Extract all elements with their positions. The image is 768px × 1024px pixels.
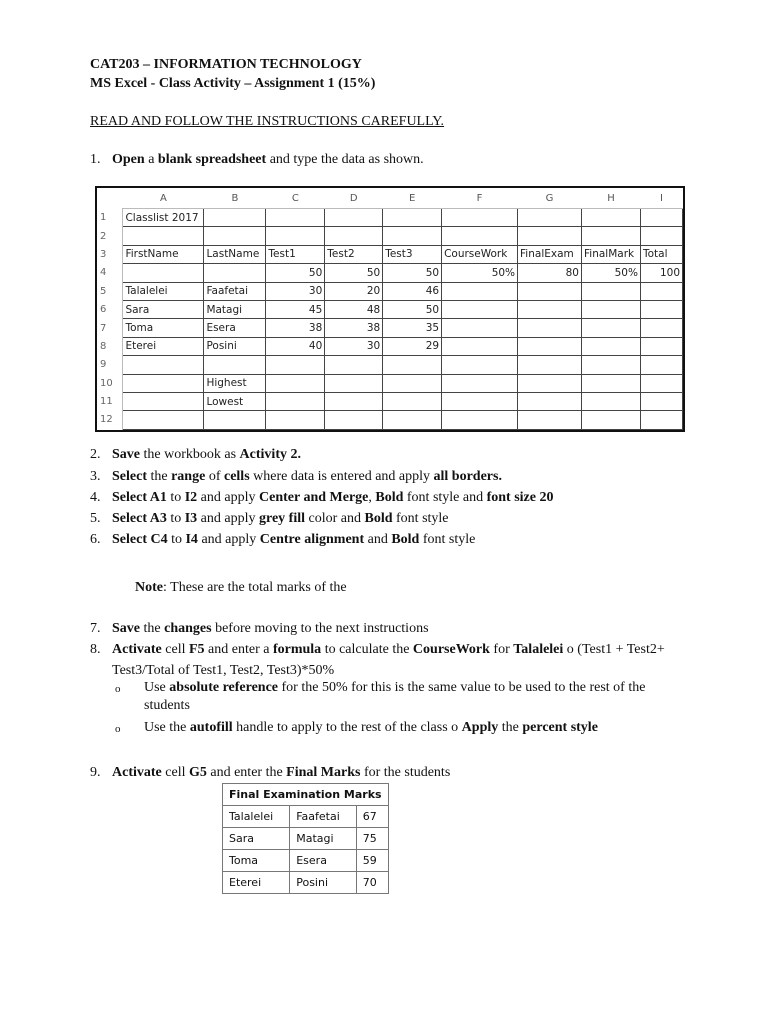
- sheet-cell[interactable]: [266, 356, 325, 374]
- text-segment: for: [489, 642, 514, 657]
- sheet-cell[interactable]: [442, 319, 518, 337]
- sheet-cell[interactable]: [442, 337, 518, 355]
- text-segment: cell: [161, 642, 189, 657]
- text-segment: and apply: [197, 511, 259, 526]
- row-header[interactable]: 9: [97, 356, 123, 374]
- sheet-cell[interactable]: [518, 319, 582, 337]
- sheet-cell[interactable]: Posini: [204, 337, 266, 355]
- sheet-cell[interactable]: 20: [325, 282, 383, 300]
- text-segment: Apply: [461, 720, 499, 735]
- step-8-bullet-1: [144, 680, 645, 696]
- row-header[interactable]: 5: [97, 282, 123, 300]
- sheet-cell[interactable]: [442, 392, 518, 410]
- sheet-cell[interactable]: 38: [266, 319, 325, 337]
- sheet-cell[interactable]: 80: [518, 264, 582, 282]
- text-segment: Select A1: [112, 490, 167, 505]
- text-segment: to calculate the: [321, 642, 413, 657]
- sheet-cell[interactable]: 50: [266, 264, 325, 282]
- text-segment: for the students: [360, 765, 451, 780]
- text-segment: : These are the total marks of the: [163, 580, 347, 595]
- table-cell: Eterei: [223, 872, 290, 894]
- text-segment: to: [167, 532, 186, 547]
- sheet-cell[interactable]: [123, 227, 204, 245]
- sheet-cell[interactable]: [266, 411, 325, 429]
- text-segment: cell: [161, 765, 189, 780]
- sheet-cell[interactable]: 46: [383, 282, 442, 300]
- table-row: [223, 828, 389, 850]
- text-segment: ο (Test1 + Test2+: [563, 642, 665, 657]
- sheet-cell[interactable]: [325, 356, 383, 374]
- document-title: CAT203 – INFORMATION TECHNOLOGY: [90, 57, 362, 72]
- sheet-cell[interactable]: FirstName: [123, 245, 204, 263]
- sheet-cell[interactable]: [442, 227, 518, 245]
- sheet-cell[interactable]: [518, 227, 582, 245]
- text-segment: Centre alignment: [259, 532, 365, 547]
- text-segment: Bold: [391, 532, 420, 547]
- text-segment: and apply: [197, 490, 259, 505]
- sheet-cell[interactable]: [582, 300, 641, 318]
- sheet-cell[interactable]: [582, 319, 641, 337]
- table-row: [223, 806, 389, 828]
- text-segment: Final Marks: [286, 765, 361, 780]
- column-header[interactable]: H: [582, 188, 641, 209]
- sheet-cell[interactable]: [325, 227, 383, 245]
- sheet-cell[interactable]: Sara: [123, 300, 204, 318]
- sheet-cell[interactable]: [640, 374, 682, 392]
- sheet-cell[interactable]: Test1: [266, 245, 325, 263]
- table-cell: 75: [356, 828, 388, 850]
- sheet-cell[interactable]: [518, 282, 582, 300]
- sheet-cell[interactable]: [123, 356, 204, 374]
- sheet-cell[interactable]: 29: [383, 337, 442, 355]
- text-segment: cells: [223, 469, 250, 484]
- sheet-row: [97, 319, 683, 337]
- text-segment: Activate: [112, 642, 162, 657]
- text-segment: before moving to the next instructions: [211, 621, 429, 636]
- sheet-cell[interactable]: Faafetai: [204, 282, 266, 300]
- sheet-cell[interactable]: [325, 374, 383, 392]
- sheet-cell[interactable]: [518, 356, 582, 374]
- row-header[interactable]: 3: [97, 245, 123, 263]
- note-text: [135, 580, 347, 596]
- bullet-icon: o: [115, 683, 121, 695]
- step-8-bullet-1-cont: [144, 698, 190, 714]
- column-header[interactable]: B: [204, 188, 266, 209]
- sheet-cell[interactable]: [640, 209, 682, 227]
- sheet-cell[interactable]: [640, 356, 682, 374]
- text-segment: Open: [112, 152, 145, 167]
- sheet-row: [97, 392, 683, 410]
- text-segment: percent style: [522, 720, 598, 735]
- sheet-row: [97, 264, 683, 282]
- sheet-row: [97, 374, 683, 392]
- sheet-cell[interactable]: [123, 374, 204, 392]
- sheet-cell[interactable]: [266, 392, 325, 410]
- row-header[interactable]: 12: [97, 411, 123, 429]
- table-cell: Matagi: [290, 828, 357, 850]
- sheet-cell[interactable]: [442, 209, 518, 227]
- text-segment: to: [166, 490, 185, 505]
- text-segment: Use the: [144, 720, 190, 735]
- sheet-cell[interactable]: [518, 209, 582, 227]
- sheet-cell[interactable]: [266, 374, 325, 392]
- sheet-cell[interactable]: [266, 209, 325, 227]
- instruction-heading: READ AND FOLLOW THE INSTRUCTIONS CAREFULLY.: [90, 114, 445, 129]
- document-subtitle: MS Excel - Class Activity – Assignment 1 (15%): [90, 76, 376, 91]
- row-header[interactable]: 2: [97, 227, 123, 245]
- sheet-row: [97, 411, 683, 429]
- sheet-cell[interactable]: FinalExam: [518, 245, 582, 263]
- text-segment: color and: [305, 511, 365, 526]
- sheet-cell[interactable]: Talalelei: [123, 282, 204, 300]
- sheet-cell[interactable]: 100: [640, 264, 682, 282]
- sheet-cell[interactable]: [640, 300, 682, 318]
- text-segment: and enter a: [204, 642, 273, 657]
- sheet-cell[interactable]: [123, 411, 204, 429]
- text-segment: grey fill: [259, 511, 306, 526]
- sheet-cell[interactable]: Matagi: [204, 300, 266, 318]
- text-segment: Activity 2.: [239, 447, 301, 462]
- sheet-row: [97, 245, 683, 263]
- sheet-cell[interactable]: [518, 337, 582, 355]
- text-segment: font style: [419, 532, 476, 547]
- sheet-cell[interactable]: [383, 209, 442, 227]
- sheet-cell[interactable]: [325, 392, 383, 410]
- text-segment: autofill: [189, 720, 233, 735]
- sheet-row: [97, 300, 683, 318]
- row-header[interactable]: 11: [97, 392, 123, 410]
- row-header[interactable]: 1: [97, 209, 123, 227]
- sheet-cell[interactable]: [204, 264, 266, 282]
- table-cell: 67: [356, 806, 388, 828]
- sheet-cell[interactable]: [582, 227, 641, 245]
- sheet-row: [97, 209, 683, 227]
- sheet-cell[interactable]: Classlist 2017: [123, 209, 204, 227]
- text-segment: absolute reference: [169, 680, 279, 695]
- sheet-cell[interactable]: [582, 337, 641, 355]
- text-segment: handle to apply to the rest of the class ο: [232, 720, 462, 735]
- sheet-cell[interactable]: 30: [266, 282, 325, 300]
- text-segment: Activate: [112, 765, 162, 780]
- sheet-cell[interactable]: 50%: [442, 264, 518, 282]
- sheet-cell[interactable]: 30: [325, 337, 383, 355]
- sheet-cell[interactable]: CourseWork: [442, 245, 518, 263]
- text-segment: all borders.: [433, 469, 502, 484]
- text-segment: I2: [184, 490, 198, 505]
- text-segment: Select: [112, 469, 147, 484]
- sheet-cell[interactable]: [640, 227, 682, 245]
- text-segment: Select A3: [112, 511, 167, 526]
- text-segment: ,: [368, 490, 376, 505]
- sheet-cell[interactable]: [325, 209, 383, 227]
- text-segment: I3: [184, 511, 198, 526]
- text-segment: the: [146, 469, 172, 484]
- text-segment: Use: [144, 680, 170, 695]
- spreadsheet-grid: [97, 188, 683, 430]
- sheet-cell[interactable]: Esera: [204, 319, 266, 337]
- sheet-cell[interactable]: [582, 356, 641, 374]
- text-segment: font style: [392, 511, 449, 526]
- table-cell: Toma: [223, 850, 290, 872]
- text-segment: and type the data as shown.: [266, 152, 424, 167]
- sheet-cell[interactable]: LastName: [204, 245, 266, 263]
- column-header-row: [97, 188, 683, 209]
- text-segment: of: [205, 469, 224, 484]
- table-cell: Faafetai: [290, 806, 357, 828]
- column-header[interactable]: A: [123, 188, 204, 209]
- row-header[interactable]: 8: [97, 337, 123, 355]
- sheet-cell[interactable]: [442, 411, 518, 429]
- sheet-cell[interactable]: [204, 227, 266, 245]
- text-segment: where data is entered and apply: [249, 469, 434, 484]
- sheet-cell[interactable]: 35: [383, 319, 442, 337]
- text-segment: the workbook as: [140, 447, 240, 462]
- sheet-cell[interactable]: 50: [383, 264, 442, 282]
- sheet-cell[interactable]: Toma: [123, 319, 204, 337]
- row-header[interactable]: 4: [97, 264, 123, 282]
- final-exam-table: [222, 783, 389, 894]
- column-header[interactable]: G: [518, 188, 582, 209]
- select-all-corner[interactable]: [97, 188, 123, 209]
- text-segment: a: [144, 152, 158, 167]
- sheet-cell[interactable]: [640, 282, 682, 300]
- sheet-cell[interactable]: 50: [325, 264, 383, 282]
- bullet-icon: o: [115, 723, 121, 735]
- sheet-cell[interactable]: [383, 227, 442, 245]
- table-cell: Esera: [290, 850, 357, 872]
- sheet-cell[interactable]: [383, 356, 442, 374]
- text-segment: CourseWork: [412, 642, 490, 657]
- table-cell: Talalelei: [223, 806, 290, 828]
- sheet-cell[interactable]: [582, 374, 641, 392]
- text-segment: changes: [164, 621, 212, 636]
- sheet-cell[interactable]: [640, 319, 682, 337]
- column-header[interactable]: D: [325, 188, 383, 209]
- text-segment: font style and: [403, 490, 487, 505]
- sheet-cell[interactable]: [582, 209, 641, 227]
- table-cell: 70: [356, 872, 388, 894]
- text-segment: blank spreadsheet: [157, 152, 267, 167]
- sheet-cell[interactable]: Eterei: [123, 337, 204, 355]
- sheet-cell[interactable]: [204, 356, 266, 374]
- sheet-cell[interactable]: 50%: [582, 264, 641, 282]
- sheet-cell[interactable]: Lowest: [204, 392, 266, 410]
- sheet-cell[interactable]: Test2: [325, 245, 383, 263]
- text-segment: F5: [188, 642, 205, 657]
- sheet-cell[interactable]: [123, 392, 204, 410]
- text-segment: I4: [185, 532, 198, 547]
- row-header[interactable]: 6: [97, 300, 123, 318]
- sheet-cell[interactable]: [640, 411, 682, 429]
- text-segment: font size 20: [486, 490, 554, 505]
- sheet-cell[interactable]: [442, 374, 518, 392]
- text-segment: Center and Merge: [259, 490, 369, 505]
- text-segment: and: [364, 532, 392, 547]
- sheet-cell[interactable]: [325, 411, 383, 429]
- sheet-cell[interactable]: [582, 392, 641, 410]
- text-segment: Bold: [364, 511, 393, 526]
- sheet-row: [97, 227, 683, 245]
- sheet-cell[interactable]: [518, 411, 582, 429]
- sheet-cell[interactable]: 40: [266, 337, 325, 355]
- text-segment: students: [144, 698, 190, 713]
- sheet-cell[interactable]: Test3: [383, 245, 442, 263]
- sheet-cell[interactable]: FinalMark: [582, 245, 641, 263]
- text-segment: Talalelei: [513, 642, 564, 657]
- text-segment: to: [166, 511, 185, 526]
- spreadsheet-image: [95, 186, 685, 432]
- text-segment: Save: [112, 621, 140, 636]
- sheet-cell[interactable]: [383, 411, 442, 429]
- sheet-cell[interactable]: 38: [325, 319, 383, 337]
- text-segment: Select C4: [112, 532, 168, 547]
- sheet-cell[interactable]: [266, 227, 325, 245]
- text-segment: the: [498, 720, 523, 735]
- text-segment: and enter the: [206, 765, 287, 780]
- sheet-cell[interactable]: [582, 411, 641, 429]
- sheet-cell[interactable]: 45: [266, 300, 325, 318]
- sheet-cell[interactable]: [204, 209, 266, 227]
- table-row: [223, 850, 389, 872]
- sheet-cell[interactable]: [383, 374, 442, 392]
- sheet-cell[interactable]: Total: [640, 245, 682, 263]
- sheet-cell[interactable]: [640, 337, 682, 355]
- final-exam-title: Final Examination Marks: [223, 784, 389, 806]
- sheet-cell[interactable]: 48: [325, 300, 383, 318]
- sheet-cell[interactable]: [204, 411, 266, 429]
- sheet-cell[interactable]: 50: [383, 300, 442, 318]
- sheet-cell[interactable]: [640, 392, 682, 410]
- sheet-cell[interactable]: Highest: [204, 374, 266, 392]
- text-segment: formula: [272, 642, 322, 657]
- table-row: [223, 872, 389, 894]
- sheet-row: [97, 282, 683, 300]
- text-segment: the: [140, 621, 165, 636]
- sheet-cell[interactable]: [442, 300, 518, 318]
- sheet-row: [97, 356, 683, 374]
- text-segment: and apply: [197, 532, 260, 547]
- table-cell: Sara: [223, 828, 290, 850]
- sheet-cell[interactable]: [383, 392, 442, 410]
- column-header[interactable]: F: [442, 188, 518, 209]
- text-segment: G5: [188, 765, 207, 780]
- column-header[interactable]: C: [266, 188, 325, 209]
- step-8-continuation: Test3/Total of Test1, Test2, Test3)*50%: [112, 663, 335, 678]
- sheet-cell[interactable]: [518, 374, 582, 392]
- table-cell: 59: [356, 850, 388, 872]
- column-header[interactable]: I: [640, 188, 682, 209]
- text-segment: Save: [112, 447, 140, 462]
- sheet-cell[interactable]: [123, 264, 204, 282]
- sheet-row: [97, 337, 683, 355]
- row-header[interactable]: 7: [97, 319, 123, 337]
- sheet-cell[interactable]: [442, 356, 518, 374]
- sheet-cell[interactable]: [518, 392, 582, 410]
- text-segment: Note: [135, 580, 163, 595]
- text-segment: Bold: [375, 490, 404, 505]
- sheet-cell[interactable]: [442, 282, 518, 300]
- sheet-cell[interactable]: [518, 300, 582, 318]
- sheet-cell[interactable]: [582, 282, 641, 300]
- column-header[interactable]: E: [383, 188, 442, 209]
- text-segment: range: [171, 469, 206, 484]
- step-8-bullet-2: [144, 720, 598, 736]
- table-cell: Posini: [290, 872, 357, 894]
- row-header[interactable]: 10: [97, 374, 123, 392]
- text-segment: for the 50% for this is the same value to be used to the rest of the: [278, 680, 646, 695]
